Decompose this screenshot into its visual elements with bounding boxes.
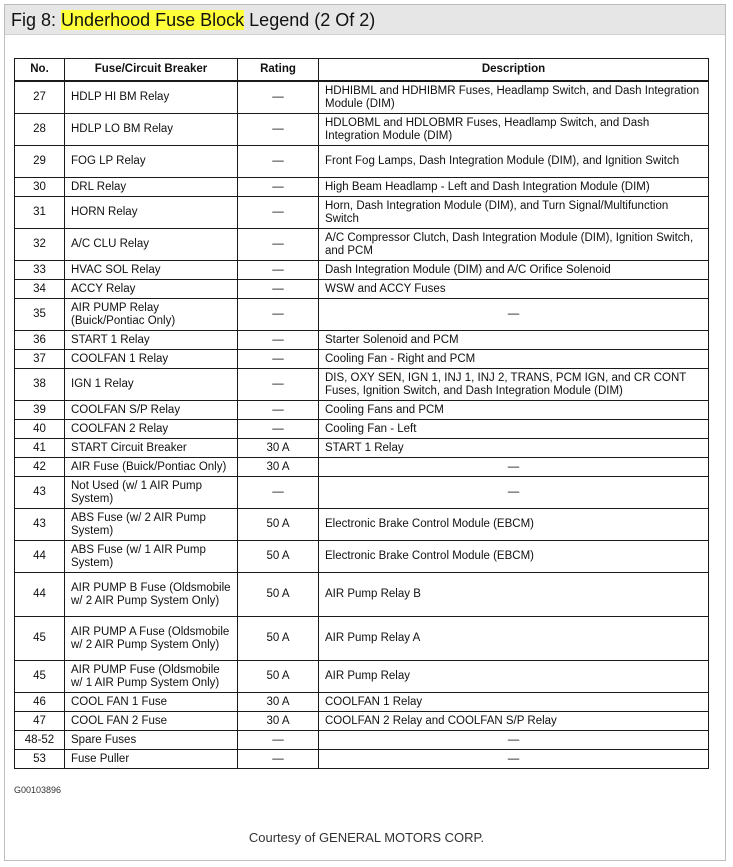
- table-row: [15, 661, 709, 693]
- row-fuse-name: DRL Relay: [65, 178, 238, 197]
- row-rating: —: [238, 146, 319, 178]
- figure-header: [5, 5, 725, 35]
- row-description: Horn, Dash Integration Module (DIM), and Turn Signal/Multifunction Switch: [319, 197, 709, 229]
- row-fuse-name: COOLFAN S/P Relay: [65, 401, 238, 420]
- header-description: Description: [319, 59, 709, 82]
- row-rating: —: [238, 750, 319, 769]
- row-fuse-name: AIR PUMP Relay (Buick/Pontiac Only): [65, 299, 238, 331]
- row-fuse-name: COOLFAN 1 Relay: [65, 350, 238, 369]
- row-number: 44: [15, 573, 65, 617]
- row-description: A/C Compressor Clutch, Dash Integration Module (DIM), Ignition Switch, and PCM: [319, 229, 709, 261]
- row-rating: —: [238, 299, 319, 331]
- row-fuse-name: ABS Fuse (w/ 1 AIR Pump System): [65, 541, 238, 573]
- row-number: 53: [15, 750, 65, 769]
- row-description: HDHIBML and HDHIBMR Fuses, Headlamp Switch, and Dash Integration Module (DIM): [319, 81, 709, 114]
- row-number: 27: [15, 81, 65, 114]
- row-rating: —: [238, 197, 319, 229]
- row-rating: 30 A: [238, 458, 319, 477]
- row-number: 39: [15, 401, 65, 420]
- table-row: [15, 146, 709, 178]
- row-rating: —: [238, 280, 319, 299]
- table-row: [15, 114, 709, 146]
- row-number: 45: [15, 617, 65, 661]
- row-rating: 30 A: [238, 693, 319, 712]
- table-row: [15, 401, 709, 420]
- row-number: 43: [15, 477, 65, 509]
- table-row: [15, 261, 709, 280]
- row-number: 41: [15, 439, 65, 458]
- row-number: 34: [15, 280, 65, 299]
- row-number: 31: [15, 197, 65, 229]
- row-fuse-name: ABS Fuse (w/ 2 AIR Pump System): [65, 509, 238, 541]
- row-description: AIR Pump Relay: [319, 661, 709, 693]
- table-row: [15, 81, 709, 114]
- row-rating: 50 A: [238, 661, 319, 693]
- row-number: 40: [15, 420, 65, 439]
- table-row: [15, 280, 709, 299]
- row-description: Electronic Brake Control Module (EBCM): [319, 541, 709, 573]
- row-fuse-name: AIR PUMP Fuse (Oldsmobile w/ 1 AIR Pump System Only): [65, 661, 238, 693]
- row-description: —: [319, 750, 709, 769]
- row-fuse-name: Spare Fuses: [65, 731, 238, 750]
- row-number: 32: [15, 229, 65, 261]
- table-row: [15, 439, 709, 458]
- figure-title-suffix: Legend (2 Of 2): [249, 10, 376, 30]
- row-rating: —: [238, 401, 319, 420]
- row-rating: —: [238, 229, 319, 261]
- header-rating: Rating: [238, 59, 319, 82]
- table-row: [15, 458, 709, 477]
- row-description: Electronic Brake Control Module (EBCM): [319, 509, 709, 541]
- row-rating: —: [238, 350, 319, 369]
- row-fuse-name: Fuse Puller: [65, 750, 238, 769]
- table-row: [15, 331, 709, 350]
- row-description: Starter Solenoid and PCM: [319, 331, 709, 350]
- row-fuse-name: AIR Fuse (Buick/Pontiac Only): [65, 458, 238, 477]
- table-row: [15, 731, 709, 750]
- document-code: G00103896: [14, 785, 62, 795]
- table-row: [15, 178, 709, 197]
- row-description: —: [319, 477, 709, 509]
- row-number: 33: [15, 261, 65, 280]
- row-description: Cooling Fan - Left: [319, 420, 709, 439]
- row-fuse-name: COOL FAN 2 Fuse: [65, 712, 238, 731]
- table-row: [15, 350, 709, 369]
- row-rating: 50 A: [238, 541, 319, 573]
- row-number: 42: [15, 458, 65, 477]
- row-number: 46: [15, 693, 65, 712]
- row-number: 28: [15, 114, 65, 146]
- row-description: —: [319, 458, 709, 477]
- row-description: HDLOBML and HDLOBMR Fuses, Headlamp Switch, and Dash Integration Module (DIM): [319, 114, 709, 146]
- row-fuse-name: A/C CLU Relay: [65, 229, 238, 261]
- header-no: No.: [15, 59, 65, 82]
- row-description: DIS, OXY SEN, IGN 1, INJ 1, INJ 2, TRANS, PCM IGN, and CR CONT Fuses, Ignition Switch, and Dash Integration Module (DIM): [319, 369, 709, 401]
- row-fuse-name: AIR PUMP A Fuse (Oldsmobile w/ 2 AIR Pump System Only): [65, 617, 238, 661]
- table-row: [15, 541, 709, 573]
- row-rating: —: [238, 331, 319, 350]
- row-fuse-name: START 1 Relay: [65, 331, 238, 350]
- figure-title-highlight: Underhood Fuse Block: [61, 10, 245, 30]
- row-description: Cooling Fan - Right and PCM: [319, 350, 709, 369]
- table-row: [15, 420, 709, 439]
- row-rating: —: [238, 261, 319, 280]
- row-rating: 50 A: [238, 617, 319, 661]
- row-fuse-name: START Circuit Breaker: [65, 439, 238, 458]
- row-number: 48-52: [15, 731, 65, 750]
- row-number: 29: [15, 146, 65, 178]
- row-fuse-name: ACCY Relay: [65, 280, 238, 299]
- row-rating: 30 A: [238, 439, 319, 458]
- row-rating: 50 A: [238, 573, 319, 617]
- row-number: 43: [15, 509, 65, 541]
- row-fuse-name: FOG LP Relay: [65, 146, 238, 178]
- table-row: [15, 197, 709, 229]
- row-description: Dash Integration Module (DIM) and A/C Orifice Solenoid: [319, 261, 709, 280]
- row-description: AIR Pump Relay B: [319, 573, 709, 617]
- table-row: [15, 369, 709, 401]
- row-description: AIR Pump Relay A: [319, 617, 709, 661]
- table-row: [15, 477, 709, 509]
- row-rating: —: [238, 81, 319, 114]
- row-number: 44: [15, 541, 65, 573]
- row-description: —: [319, 731, 709, 750]
- table-row: [15, 693, 709, 712]
- row-description: COOLFAN 2 Relay and COOLFAN S/P Relay: [319, 712, 709, 731]
- row-fuse-name: HDLP HI BM Relay: [65, 81, 238, 114]
- row-description: —: [319, 299, 709, 331]
- table-row: [15, 712, 709, 731]
- fuse-legend-table: [14, 58, 709, 769]
- row-fuse-name: Not Used (w/ 1 AIR Pump System): [65, 477, 238, 509]
- row-rating: 30 A: [238, 712, 319, 731]
- row-number: 37: [15, 350, 65, 369]
- row-rating: —: [238, 178, 319, 197]
- row-number: 35: [15, 299, 65, 331]
- row-description: COOLFAN 1 Relay: [319, 693, 709, 712]
- table-row: [15, 299, 709, 331]
- table-row: [15, 617, 709, 661]
- row-fuse-name: AIR PUMP B Fuse (Oldsmobile w/ 2 AIR Pump System Only): [65, 573, 238, 617]
- row-description: High Beam Headlamp - Left and Dash Integration Module (DIM): [319, 178, 709, 197]
- row-fuse-name: HORN Relay: [65, 197, 238, 229]
- courtesy-caption: Courtesy of GENERAL MOTORS CORP.: [248, 830, 485, 845]
- table-body: [15, 81, 709, 769]
- header-fuse: Fuse/Circuit Breaker: [65, 59, 238, 82]
- table-header-row: [15, 59, 709, 82]
- row-number: 45: [15, 661, 65, 693]
- row-description: START 1 Relay: [319, 439, 709, 458]
- row-number: 47: [15, 712, 65, 731]
- row-rating: 50 A: [238, 509, 319, 541]
- table-row: [15, 750, 709, 769]
- row-number: 30: [15, 178, 65, 197]
- row-rating: —: [238, 369, 319, 401]
- row-number: 38: [15, 369, 65, 401]
- row-description: WSW and ACCY Fuses: [319, 280, 709, 299]
- row-description: Front Fog Lamps, Dash Integration Module (DIM), and Ignition Switch: [319, 146, 709, 178]
- row-fuse-name: HDLP LO BM Relay: [65, 114, 238, 146]
- table-row: [15, 573, 709, 617]
- row-fuse-name: COOL FAN 1 Fuse: [65, 693, 238, 712]
- row-description: Cooling Fans and PCM: [319, 401, 709, 420]
- row-rating: —: [238, 114, 319, 146]
- table-row: [15, 229, 709, 261]
- row-number: 36: [15, 331, 65, 350]
- table-row: [15, 509, 709, 541]
- row-rating: —: [238, 477, 319, 509]
- row-fuse-name: HVAC SOL Relay: [65, 261, 238, 280]
- row-fuse-name: IGN 1 Relay: [65, 369, 238, 401]
- row-fuse-name: COOLFAN 2 Relay: [65, 420, 238, 439]
- figure-number: Fig 8:: [11, 10, 57, 30]
- row-rating: —: [238, 420, 319, 439]
- row-rating: —: [238, 731, 319, 750]
